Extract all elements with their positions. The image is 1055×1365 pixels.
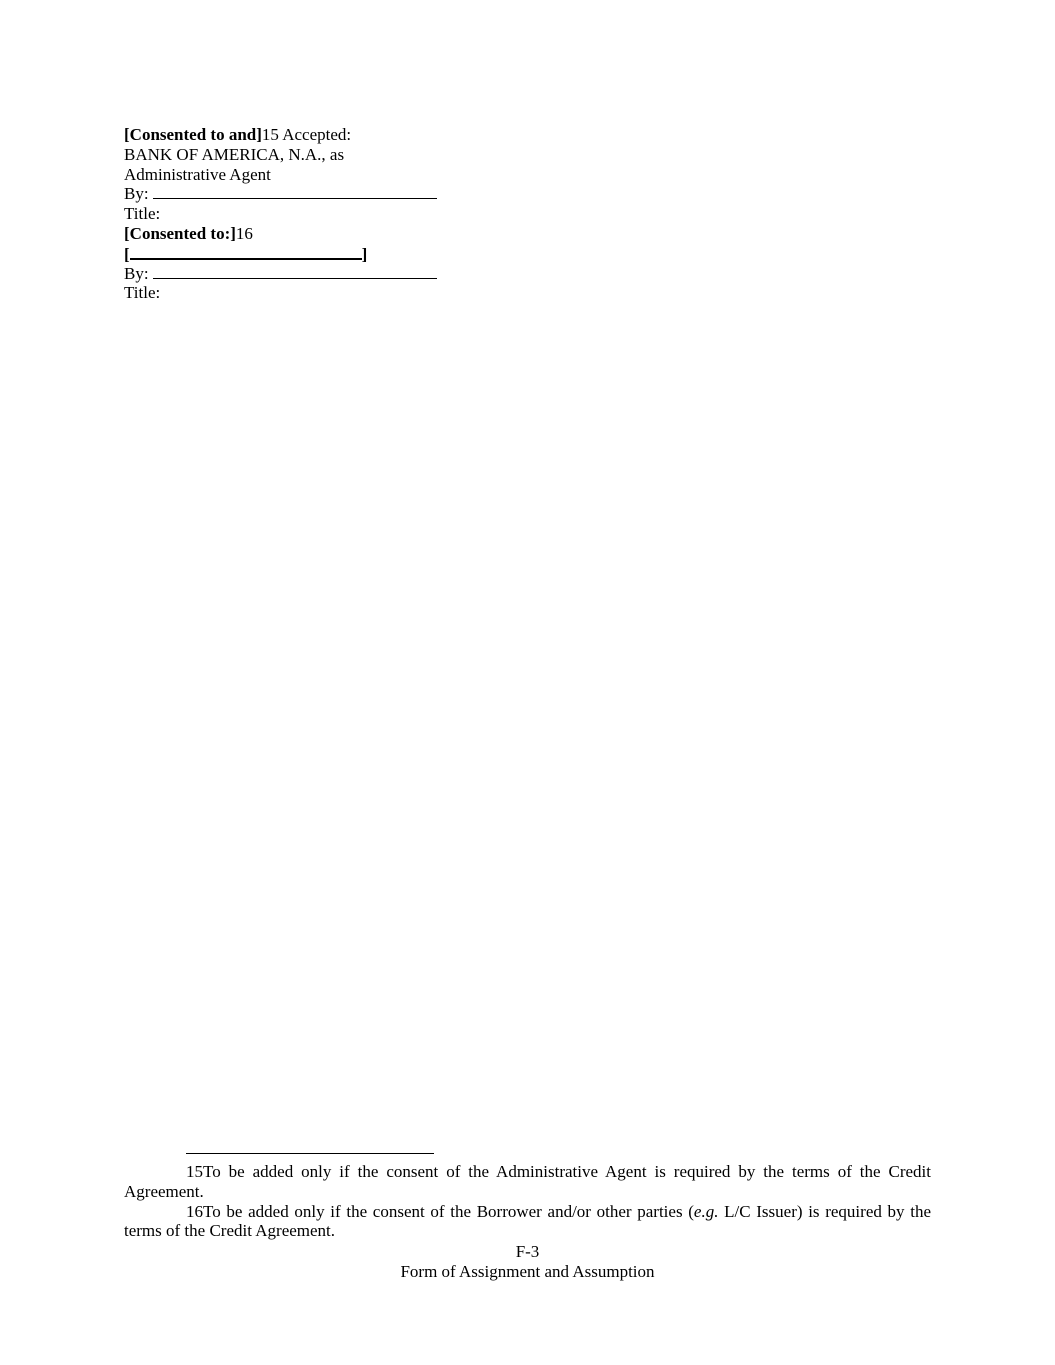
consented-to-line xyxy=(124,224,444,244)
footnote-16-text-end: L/C Issuer) is required by the terms of the Credit Agreement. xyxy=(124,1201,931,1241)
consent-suffix: 15 Accepted: xyxy=(261,125,352,144)
consent-line xyxy=(124,125,444,145)
footnote-16 xyxy=(124,1202,931,1242)
by-label: By: xyxy=(124,263,149,283)
footnote-16-text: 16To be added only if the consent of the Borrower and/or other parties ( xyxy=(186,1201,694,1221)
signature-rule xyxy=(153,184,437,199)
consent-prefix: [Consented to and] xyxy=(124,125,262,144)
consented-to-suffix: 16 xyxy=(235,223,253,243)
footnotes xyxy=(124,1162,931,1241)
party-name-rule xyxy=(130,244,362,260)
page-number: F-3 xyxy=(515,1242,540,1261)
footnote-separator xyxy=(186,1153,434,1154)
title-label-agent: Title: xyxy=(124,204,161,224)
signature-block xyxy=(124,125,444,303)
agent-role: Administrative Agent xyxy=(124,164,271,184)
title-label-party: Title: xyxy=(124,283,161,303)
bracket-close: ] xyxy=(361,244,368,264)
by-line-agent xyxy=(124,184,444,204)
footnote-16-italic: e.g. xyxy=(693,1201,719,1221)
by-label: By: xyxy=(124,184,149,204)
footnote-15: 15To be added only if the consent of the Administrative Agent is required by the terms of the Credit Agreement. xyxy=(124,1162,931,1201)
document-title: Form of Assignment and Assumption xyxy=(400,1262,655,1281)
agent-name: BANK OF AMERICA, N.A., as xyxy=(124,144,345,164)
consented-to-prefix: [Consented to:] xyxy=(124,223,236,243)
bracket-open: [ xyxy=(124,244,130,264)
by-line-party xyxy=(124,264,444,284)
signature-rule xyxy=(153,264,437,279)
party-name-line xyxy=(124,244,444,264)
